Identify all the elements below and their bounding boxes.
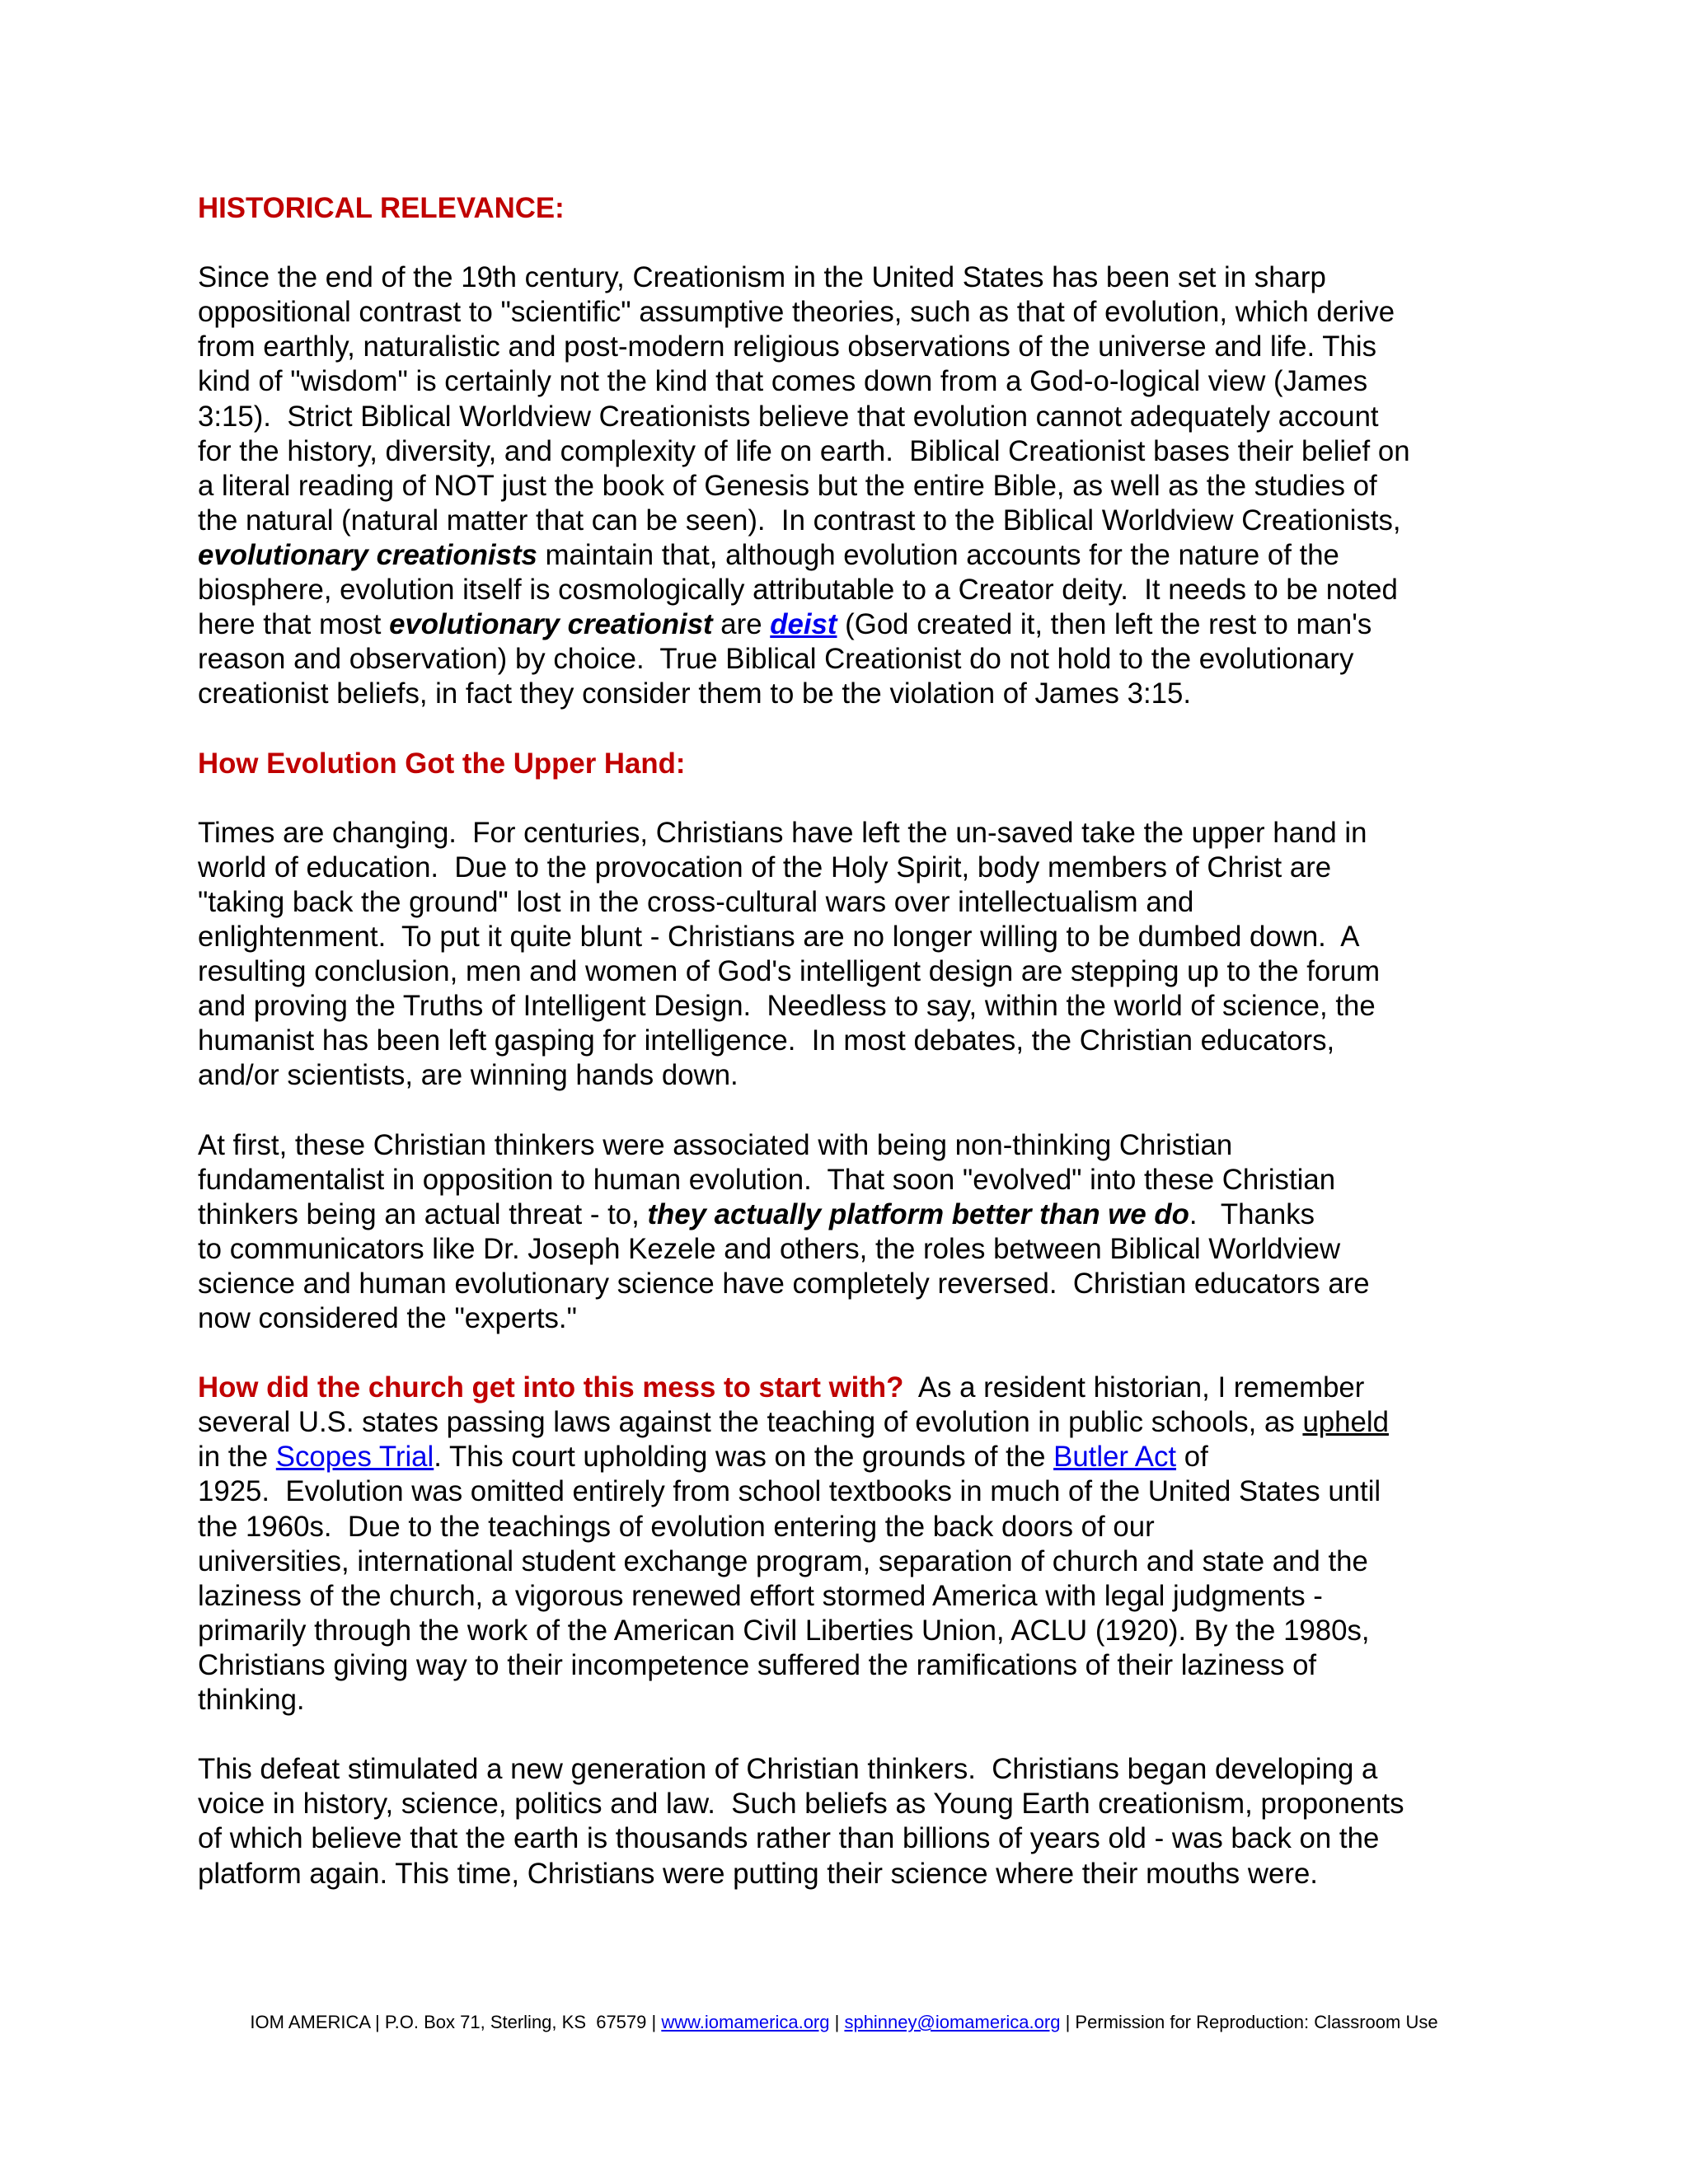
paragraph-line: the natural (natural matter that can be seen). In contrast to the Biblical Worldview Creationists,: [198, 504, 1401, 537]
butler-act-link[interactable]: Butler Act: [1053, 1441, 1177, 1474]
heading-church-mess: How did the church get into this mess to start with?: [198, 1371, 904, 1404]
spacer: [198, 781, 1500, 816]
paragraph-line: Since the end of the 19th century, Creationism in the United States has been set in sharp: [198, 261, 1326, 294]
paragraph-line: biosphere, evolution itself is cosmologically attributable to a Creator deity. It needs to be noted: [198, 574, 1398, 607]
page-footer: [0, 2011, 1688, 2034]
paragraph-line: and/or scientists, are winning hands down.: [198, 1059, 738, 1092]
paragraph-line: science and human evolutionary science have completely reversed. Christian educators are: [198, 1267, 1370, 1300]
paragraph-text: of: [1176, 1441, 1208, 1474]
paragraph-text: thinkers being an actual threat - to,: [198, 1197, 648, 1230]
paragraph-line: laziness of the church, a vigorous renewed effort stormed America with legal judgments -: [198, 1579, 1323, 1612]
spacer: [198, 1093, 1500, 1127]
footer-separator: |: [829, 2012, 845, 2032]
paragraph-text: here that most: [198, 608, 390, 641]
paragraph-line: Times are changing. For centuries, Christians have left the un-saved take the upper hand in: [198, 816, 1367, 849]
paragraph-line: voice in history, science, politics and law. Such beliefs as Young Earth creationism, proponents: [198, 1788, 1404, 1821]
paragraph-line: "taking back the ground" lost in the cross-cultural wars over intellectualism and: [198, 885, 1194, 918]
paragraph-line: platform again. This time, Christians were putting their science where their mouths were.: [198, 1857, 1318, 1890]
document-body: [198, 191, 1500, 1891]
scopes-trial-link[interactable]: Scopes Trial: [275, 1441, 434, 1474]
paragraph-line: [198, 1405, 1500, 1440]
paragraph-line: [198, 1440, 1500, 1474]
paragraph-line: kind of "wisdom" is certainly not the kind that comes down from a God-o-logical view (James: [198, 365, 1368, 398]
paragraph-line: of which believe that the earth is thousands rather than billions of years old - was back on the: [198, 1822, 1380, 1855]
spacer: [198, 1336, 1500, 1371]
paragraph-line: [198, 607, 1500, 642]
emphasis-text: evolutionary creationists: [198, 538, 537, 571]
paragraph-line: [198, 538, 1500, 573]
paragraph-text: . Thanks: [1189, 1197, 1315, 1230]
paragraph-line: oppositional contrast to "scientific" assumptive theories, such as that of evolution, which derive: [198, 296, 1395, 329]
spacer: [198, 1718, 1500, 1752]
deist-link[interactable]: deist: [770, 608, 837, 641]
paragraph-text: several U.S. states passing laws against the teaching of evolution in public schools, as: [198, 1406, 1303, 1439]
paragraph-line: world of education. Due to the provocation of the Holy Spirit, body members of Christ are: [198, 851, 1332, 883]
paragraph-line: Christians giving way to their incompetence suffered the ramifications of their laziness of: [198, 1648, 1317, 1681]
paragraph-text: . This court upholding was on the grounds of the: [434, 1441, 1054, 1474]
paragraph-text: maintain that, although evolution accounts for the nature of the: [537, 538, 1339, 571]
emphasis-text: they actually platform better than we do: [647, 1197, 1189, 1230]
paragraph-text: in the: [198, 1441, 276, 1474]
email-link[interactable]: sphinney@iomamerica.org: [844, 2012, 1061, 2032]
footer-permission: | Permission for Reproduction: Classroom Use: [1060, 2012, 1438, 2032]
paragraph-text: are: [712, 608, 771, 641]
underlined-text: upheld: [1302, 1406, 1389, 1439]
paragraph-line: reason and observation) by choice. True Biblical Creationist do not hold to the evolutionary: [198, 643, 1354, 676]
paragraph-line: humanist has been left gasping for intelligence. In most debates, the Christian educators,: [198, 1024, 1335, 1057]
spacer: [198, 711, 1500, 746]
paragraph-line: to communicators like Dr. Joseph Kezele and others, the roles between Biblical Worldview: [198, 1232, 1341, 1265]
paragraph-line: the 1960s. Due to the teachings of evolution entering the back doors of our: [198, 1510, 1155, 1543]
footer-address: IOM AMERICA | P.O. Box 71, Sterling, KS 67579 |: [250, 2012, 662, 2032]
paragraph-text: (God created it, then left the rest to man's: [837, 608, 1372, 641]
paragraph-line: [198, 1371, 1500, 1405]
paragraph-line: now considered the "experts.": [198, 1302, 577, 1334]
paragraph-line: from earthly, naturalistic and post-modern religious observations of the universe and life. This: [198, 330, 1376, 363]
heading-historical-relevance: HISTORICAL RELEVANCE:: [198, 192, 565, 224]
paragraph-line: 1925. Evolution was omitted entirely from school textbooks in much of the United States until: [198, 1475, 1381, 1508]
paragraph-line: thinking.: [198, 1684, 305, 1717]
paragraph-line: At first, these Christian thinkers were associated with being non-thinking Christian: [198, 1128, 1233, 1161]
paragraph-line: a literal reading of NOT just the book of Genesis but the entire Bible, as well as the studies of: [198, 469, 1377, 502]
spacer: [198, 226, 1500, 260]
emphasis-text: evolutionary creationist: [389, 608, 713, 641]
paragraph-line: creationist beliefs, in fact they consider them to be the violation of James 3:15.: [198, 677, 1192, 710]
heading-upper-hand: How Evolution Got the Upper Hand:: [198, 747, 686, 780]
paragraph-line: [198, 1197, 1500, 1232]
paragraph-line: 3:15). Strict Biblical Worldview Creationists believe that evolution cannot adequately account: [198, 400, 1379, 433]
paragraph-line: universities, international student exchange program, separation of church and state and the: [198, 1544, 1368, 1577]
paragraph-line: and proving the Truths of Intelligent Design. Needless to say, within the world of science, the: [198, 990, 1376, 1023]
paragraph-text: As a resident historian, I remember: [903, 1371, 1365, 1404]
paragraph-line: primarily through the work of the American Civil Liberties Union, ACLU (1920). By the 1980s,: [198, 1614, 1370, 1647]
paragraph-line: resulting conclusion, men and women of God's intelligent design are stepping up to the forum: [198, 955, 1381, 988]
paragraph-line: This defeat stimulated a new generation of Christian thinkers. Christians began developing a: [198, 1753, 1378, 1786]
paragraph-line: for the history, diversity, and complexity of life on earth. Biblical Creationist bases their belief on: [198, 434, 1410, 467]
website-link[interactable]: www.iomamerica.org: [661, 2012, 830, 2032]
paragraph-line: enlightenment. To put it quite blunt - Christians are no longer willing to be dumbed down. A: [198, 920, 1360, 953]
paragraph-line: fundamentalist in opposition to human evolution. That soon "evolved" into these Christian: [198, 1163, 1336, 1196]
